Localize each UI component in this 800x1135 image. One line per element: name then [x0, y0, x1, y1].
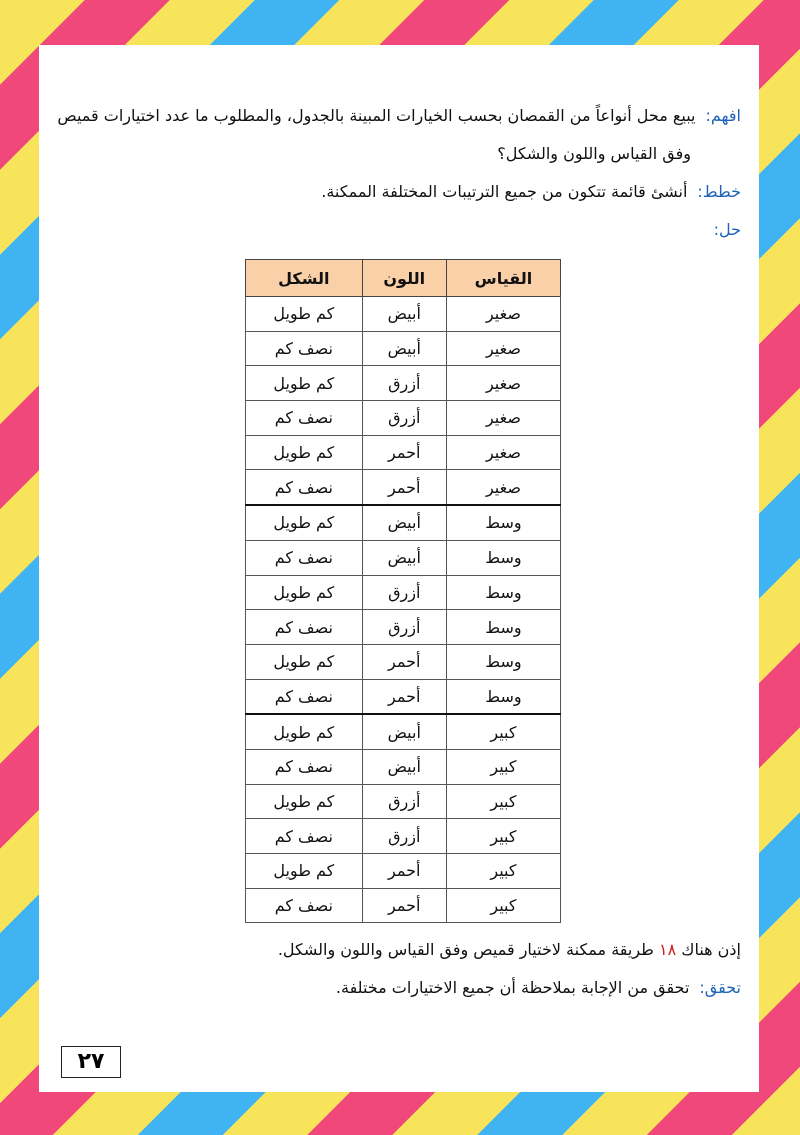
cell-shape: كم طويل: [246, 505, 363, 540]
header-color: اللون: [362, 260, 446, 297]
cell-color: أبيض: [362, 540, 446, 575]
cell-shape: كم طويل: [246, 435, 363, 470]
check-text: تحقق من الإجابة بملاحظة أن جميع الاختيارات مختلفة.: [335, 978, 690, 998]
table-row: [246, 401, 561, 436]
cell-color: أحمر: [362, 854, 446, 889]
cell-size: وسط: [446, 644, 560, 679]
table-row: [246, 331, 561, 366]
understand-label: افهم:: [705, 106, 741, 125]
table-row: [246, 610, 561, 645]
cell-shape: نصف كم: [246, 540, 363, 575]
table-row: [246, 575, 561, 610]
table-row: [246, 644, 561, 679]
cell-shape: كم طويل: [246, 366, 363, 401]
cell-color: أحمر: [362, 435, 446, 470]
cell-color: أحمر: [362, 888, 446, 923]
cell-size: كبير: [446, 749, 560, 784]
cell-color: أزرق: [362, 819, 446, 854]
cell-color: أزرق: [362, 575, 446, 610]
cell-color: أبيض: [362, 297, 446, 332]
table-header-row: [246, 260, 561, 297]
table-row: [246, 470, 561, 505]
cell-color: أبيض: [362, 749, 446, 784]
cell-color: أزرق: [362, 610, 446, 645]
table-row: [246, 714, 561, 749]
solve-label: حل:: [713, 220, 741, 239]
cell-color: أحمر: [362, 679, 446, 714]
cell-shape: كم طويل: [246, 784, 363, 819]
cell-size: صغير: [446, 366, 560, 401]
table-row: [246, 749, 561, 784]
cell-size: صغير: [446, 401, 560, 436]
cell-color: أزرق: [362, 401, 446, 436]
conclusion-paragraph: [57, 931, 741, 969]
table-row: [246, 784, 561, 819]
cell-color: أحمر: [362, 470, 446, 505]
cell-size: صغير: [446, 435, 560, 470]
conclusion-before: إذن هناك: [681, 940, 741, 960]
table-row: [246, 366, 561, 401]
page-number: ٢٧: [61, 1046, 121, 1078]
check-label: تحقق:: [699, 978, 741, 998]
cell-color: أبيض: [362, 505, 446, 540]
check-paragraph: [57, 969, 741, 1007]
page-paper: [39, 45, 759, 1092]
understand-text: يبيع محل أنواعاً من القمصان بحسب الخيارات المبينة بالجدول، والمطلوب ما عدد اختيارات قميص: [57, 106, 696, 125]
cell-color: أزرق: [362, 784, 446, 819]
cell-shape: كم طويل: [246, 575, 363, 610]
table-row: [246, 540, 561, 575]
conclusion-after: طريقة ممكنة لاختيار قميص وفق القياس واللون والشكل.: [277, 940, 654, 960]
understand-text-cont: وفق القياس واللون والشكل؟: [497, 144, 691, 163]
conclusion-number: ١٨: [658, 940, 677, 960]
cell-shape: نصف كم: [246, 470, 363, 505]
cell-size: وسط: [446, 505, 560, 540]
table-row: [246, 854, 561, 889]
cell-color: أحمر: [362, 644, 446, 679]
header-shape: الشكل: [246, 260, 363, 297]
cell-shape: نصف كم: [246, 819, 363, 854]
table-row: [246, 679, 561, 714]
cell-size: صغير: [446, 297, 560, 332]
cell-size: كبير: [446, 819, 560, 854]
header-size: القياس: [446, 260, 560, 297]
table-body: [246, 297, 561, 923]
table-row: [246, 435, 561, 470]
cell-shape: كم طويل: [246, 644, 363, 679]
cell-shape: نصف كم: [246, 679, 363, 714]
table-row: [246, 297, 561, 332]
plan-paragraph: [57, 173, 741, 211]
cell-shape: نصف كم: [246, 888, 363, 923]
plan-text: أنشئ قائمة تتكون من جميع الترتيبات المختلفة الممكنة.: [321, 182, 688, 201]
table-row: [246, 505, 561, 540]
cell-color: أزرق: [362, 366, 446, 401]
cell-size: وسط: [446, 679, 560, 714]
cell-size: كبير: [446, 714, 560, 749]
cell-shape: كم طويل: [246, 297, 363, 332]
cell-shape: كم طويل: [246, 714, 363, 749]
cell-size: وسط: [446, 540, 560, 575]
cell-size: صغير: [446, 470, 560, 505]
cell-shape: نصف كم: [246, 610, 363, 645]
cell-size: كبير: [446, 888, 560, 923]
plan-label: خطط:: [697, 182, 741, 201]
solve-paragraph: [57, 211, 741, 249]
cell-shape: نصف كم: [246, 749, 363, 784]
lesson-content: [57, 97, 741, 1007]
cell-color: أبيض: [362, 331, 446, 366]
cell-color: أبيض: [362, 714, 446, 749]
cell-size: كبير: [446, 784, 560, 819]
table-row: [246, 819, 561, 854]
cell-size: صغير: [446, 331, 560, 366]
table-row: [246, 888, 561, 923]
understand-paragraph-cont: [57, 135, 741, 173]
options-table: [245, 259, 561, 923]
cell-shape: نصف كم: [246, 331, 363, 366]
cell-size: وسط: [446, 610, 560, 645]
cell-shape: نصف كم: [246, 401, 363, 436]
cell-size: كبير: [446, 854, 560, 889]
understand-paragraph: [57, 97, 741, 135]
cell-size: وسط: [446, 575, 560, 610]
cell-shape: كم طويل: [246, 854, 363, 889]
